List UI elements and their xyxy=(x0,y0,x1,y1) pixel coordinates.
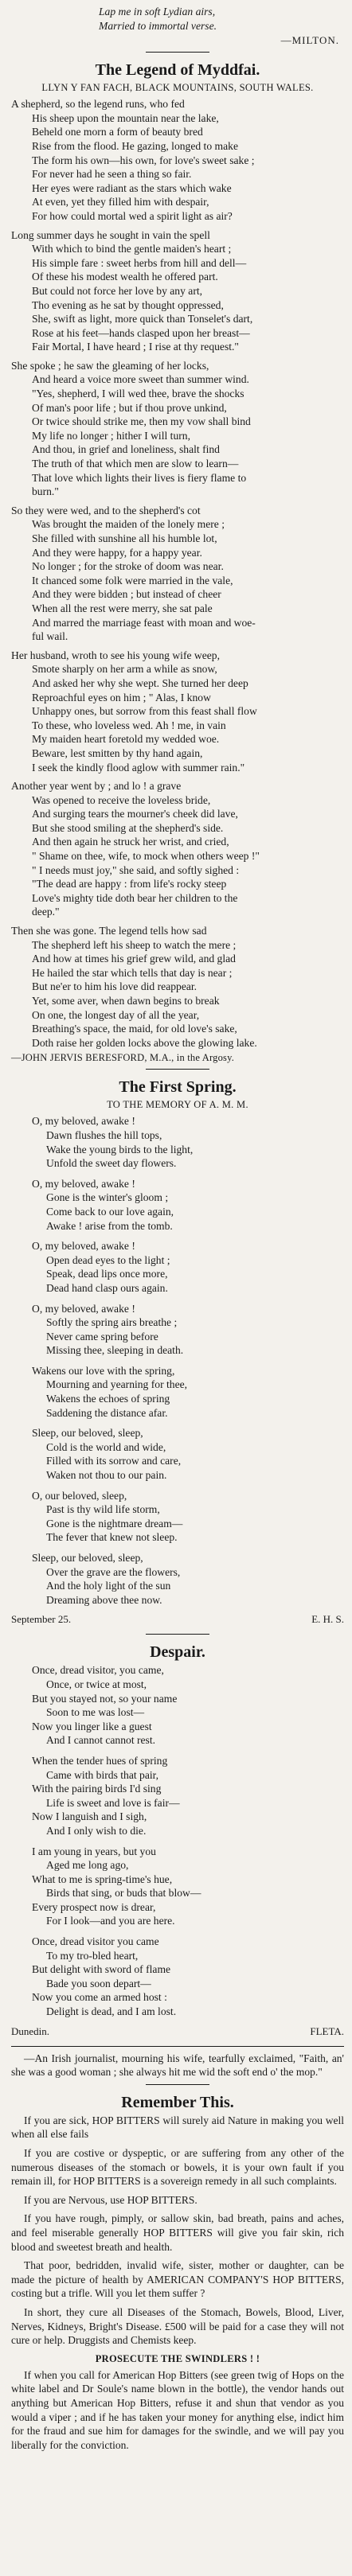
poem-line: Fair Mortal, I have heard ; I rise at thy request." xyxy=(32,341,239,353)
poem-line: So they were wed, and to the shepherd's cot xyxy=(11,504,201,516)
poem-line: Of man's poor life ; but if thou prove unkind, xyxy=(32,401,227,414)
poem-line: When the tender hues of spring xyxy=(32,1754,168,1767)
poem-line: She spoke ; he saw the gleaming of her locks, xyxy=(11,359,209,372)
poem-line: "The dead are happy : from life's rocky steep xyxy=(32,878,227,890)
poem-line: Over the grave are the flowers, xyxy=(46,1565,181,1578)
poem-line: At even, yet they filled him with despair, xyxy=(32,196,209,208)
poem-line: The truth of that which men are slow to learn— xyxy=(32,458,239,470)
poem-line: Yet, some aver, when dawn begins to break xyxy=(32,995,220,1007)
epigraph-line: Lap me in soft Lydian airs, xyxy=(99,6,216,18)
poem-line: Birds that sing, or buds that blow— xyxy=(46,1887,201,1900)
poem-line: Wakens the echoes of spring xyxy=(46,1393,170,1405)
poem-line: ful wail. xyxy=(32,630,68,643)
poem-line: And heard a voice more sweet than summer wind. xyxy=(32,373,249,386)
stanza xyxy=(11,1845,344,1929)
poem-line: Then she was gone. The legend tells how sad xyxy=(11,925,207,937)
divider xyxy=(11,2046,344,2047)
poem-line: Speak, dead lips once more, xyxy=(46,1268,168,1280)
poem-line: Once, or twice at most, xyxy=(46,1678,147,1690)
poem-line: Life is sweet and love is fair— xyxy=(46,1796,180,1809)
poem-line: Rise from the flood. He gazing, longed to make xyxy=(32,139,238,152)
poem-line: She, swift as light, more quick than Tonselet's dart, xyxy=(32,313,253,325)
first-spring-title: The First Spring. xyxy=(119,1078,237,1097)
poem-line: Long summer days he sought in vain the spell xyxy=(11,228,210,241)
poem-line: I seek the kindly flood aglow with summer rain." xyxy=(32,761,245,774)
poem-line: And they were happy, for a happy year. xyxy=(32,546,202,559)
poem-line: Love's mighty tide doth bear her children to the xyxy=(32,891,238,904)
poem-line: O, my beloved, awake ! xyxy=(32,1302,135,1315)
advert-paragraph: If you are sick, HOP BITTERS will surely aid Nature in making you well when all else fails xyxy=(11,2114,344,2141)
poem-line: No longer ; for the stroke of doom was near. xyxy=(32,560,224,573)
poem-line: deep." xyxy=(32,906,60,918)
epigraph-attribution: —MILTON. xyxy=(280,34,339,47)
poem-line: Open dead eyes to the light ; xyxy=(46,1253,170,1266)
despair-footer xyxy=(11,2025,344,2038)
poem-line: Sleep, our beloved, sleep, xyxy=(32,1427,143,1440)
poem-line: But delight with sword of flame xyxy=(32,1963,171,1976)
poem-line: And the holy light of the sun xyxy=(46,1580,171,1592)
poem-line: O, my beloved, awake ! xyxy=(32,1240,135,1253)
poem-line: A shepherd, so the legend runs, who fed xyxy=(11,98,185,111)
divider xyxy=(146,2084,209,2085)
legend-poem xyxy=(11,97,344,1050)
poem-line: Smote sharply on her arm a while as snow, xyxy=(32,663,217,676)
poem-line: For I look—and you are here. xyxy=(46,1915,175,1927)
poem-line: Mourning and yearning for thee, xyxy=(46,1378,188,1391)
poem-line: That love which lights their lives is fiery flame to xyxy=(32,471,247,484)
poem-line: And surging tears the mourner's cheek did lave, xyxy=(32,808,238,820)
poem-line: But you stayed not, so your name xyxy=(32,1692,178,1705)
first-spring-footer xyxy=(11,1613,344,1626)
poem-line: And I cannot cannot rest. xyxy=(46,1734,156,1747)
poem-line: On one, the longest day of all the year, xyxy=(32,1008,200,1021)
poem-line: Waken not thou to our pain. xyxy=(46,1469,167,1482)
poem-line: But ne'er to him his love did reappear. xyxy=(32,980,198,993)
poem-line: Dreaming above thee now. xyxy=(46,1593,162,1606)
legend-title: The Legend of Myddfai. xyxy=(95,61,260,80)
poem-line: Now you linger like a guest xyxy=(32,1720,152,1732)
poem-line: Tho evening as he sat by thought oppressed, xyxy=(32,298,224,311)
poem-line: Beware, lest smitten by thy hand again, xyxy=(32,746,203,759)
stanza xyxy=(11,1114,344,1170)
poem-line: My life no longer ; hither I will turn, xyxy=(32,429,190,442)
poem-line: And thou, in grief and loneliness, shalt find xyxy=(32,443,220,456)
poem-line: Bade you soon depart— xyxy=(46,1977,151,1989)
poem-line: Her eyes were radiant as the stars which wake xyxy=(32,181,232,194)
poem-line: Was opened to receive the loveless bride, xyxy=(32,793,211,806)
poem-line: Awake ! arise from the tomb. xyxy=(46,1219,173,1232)
poem-line: O, my beloved, awake ! xyxy=(32,1177,135,1190)
advert-warning: If when you call for American Hop Bitters (see green twig of Hops on the white label and Dr Soule's name blown in the bottle), the vendor hands out anything but American Hop Bitters, refuse it and shun that vendor as you would a viper ; and if he has taken your money for anything else, indict him for the fraud and sue him for damages for the swindle, and we will pay you liberally for the conviction. xyxy=(11,2368,344,2451)
poem-line: Came with birds that pair, xyxy=(46,1768,159,1781)
poem-line: Softly the spring airs breathe ; xyxy=(46,1316,178,1329)
stanza xyxy=(11,1426,344,1482)
poem-line: Sleep, our beloved, sleep, xyxy=(32,1552,143,1564)
poem-line: Rose at his feet—hands clasped upon her breast— xyxy=(32,326,250,339)
poem-line: To my tro-bled heart, xyxy=(46,1949,139,1962)
poem-line: Unfold the sweet day flowers. xyxy=(46,1157,177,1170)
stanza xyxy=(11,1754,344,1838)
poem-line: "Yes, shepherd, I will wed thee, brave the shocks xyxy=(32,388,244,400)
despair-place: Dunedin. xyxy=(11,2025,50,2037)
poem-line: It chanced some folk were married in the vale, xyxy=(32,574,233,587)
poem-line: Wake the young birds to the light, xyxy=(46,1143,194,1155)
poem-line: My maiden heart foretold my wedded woe. xyxy=(32,733,220,746)
poem-line: His simple fare : sweet herbs from hill and dell— xyxy=(32,256,247,269)
first-spring-date: September 25. xyxy=(11,1613,72,1626)
first-spring-poem xyxy=(11,1114,344,1607)
poem-line: Was brought the maiden of the lonely mere ; xyxy=(32,518,225,531)
poem-line: But could not force her love by any art, xyxy=(32,284,203,297)
stanza xyxy=(11,1302,344,1358)
divider xyxy=(146,52,209,53)
divider xyxy=(146,1069,209,1070)
poem-line: And they were bidden ; but instead of cheer xyxy=(32,588,221,601)
poem-line: burn." xyxy=(32,485,59,498)
epigraph-line: Married to immortal verse. xyxy=(99,19,217,32)
poem-line: Her husband, wroth to see his young wife weep, xyxy=(11,649,220,661)
advert-title: Remember This. xyxy=(121,2093,234,2111)
advert-warning-title: PROSECUTE THE SWINDLERS ! ! xyxy=(95,2352,260,2364)
advert-body xyxy=(11,2114,344,2348)
poem-line: Soon to me was lost— xyxy=(46,1706,145,1719)
legend-subtitle: LLYN Y FAN FACH, BLACK MOUNTAINS, SOUTH WALES. xyxy=(41,82,314,94)
poem-line: Missing thee, sleeping in death. xyxy=(46,1344,184,1357)
poem-line: And how at times his grief grew wild, and glad xyxy=(32,953,236,965)
advert-paragraph: If you have rough, pimply, or sallow skin, bad breath, pains and aches, and feel miserable generally HOP BITTERS will give you fair skin, rich blood and sweetest breath and health. xyxy=(11,2212,344,2253)
first-spring-dedication: TO THE MEMORY OF A. M. M. xyxy=(107,1099,248,1111)
poem-line: With the pairing birds I'd sing xyxy=(32,1783,162,1795)
stanza xyxy=(11,1935,344,2019)
poem-line: With which to bind the gentle maiden's heart ; xyxy=(32,243,232,255)
poem-line: And marred the marriage feast with moan and woe- xyxy=(32,616,256,629)
poem-line: His sheep upon the mountain near the lake, xyxy=(32,111,219,124)
poem-line: Once, dread visitor you came xyxy=(32,1935,159,1948)
poem-line: He hailed the star which tells that day is near ; xyxy=(32,966,233,979)
poem-line: Every prospect now is drear, xyxy=(32,1900,156,1913)
poem-line: Never came spring before xyxy=(46,1330,158,1343)
poem-line: And then again he struck her wrist, and cried, xyxy=(32,836,229,848)
poem-line: Come back to our love again, xyxy=(46,1205,174,1218)
poem-line: Aged me long ago, xyxy=(46,1859,129,1872)
poem-line: Saddening the distance afar. xyxy=(46,1406,168,1419)
poem-line: Reproachful eyes on him ; " Alas, I know xyxy=(32,691,211,703)
advert-paragraph: If you are Nervous, use HOP BITTERS. xyxy=(24,2193,198,2206)
poem-line: Unhappy ones, but sorrow from this feast shall flow xyxy=(32,705,257,718)
poem-line: Breathing's space, the maid, for old love's sake, xyxy=(32,1023,237,1035)
stanza xyxy=(11,1364,344,1420)
despair-poem xyxy=(11,1663,344,2018)
poem-line: Doth raise her golden locks above the glowing lake. xyxy=(32,1036,257,1049)
poem-line: She filled with sunshine all his humble lot, xyxy=(32,532,217,544)
advert-paragraph: That poor, bedridden, invalid wife, sister, mother or daughter, can be made the picture of health by AMERICAN COMPANY'S HOP BITTERS, costing but a trifle. Will you let them suffer ? xyxy=(11,2259,344,2300)
poem-line: For never had he seen a thing so fair. xyxy=(32,168,192,181)
poem-line: To these, who loveless wed. Ah ! me, in vain xyxy=(32,719,226,731)
poem-line: The shepherd left his sheep to watch the mere ; xyxy=(32,938,237,951)
despair-title: Despair. xyxy=(150,1643,205,1662)
divider xyxy=(146,1634,209,1635)
stanza xyxy=(11,1177,344,1233)
poem-line: Past is thy wild life storm, xyxy=(46,1503,160,1516)
stanza xyxy=(11,1551,344,1607)
poem-line: Wakens our love with the spring, xyxy=(32,1364,175,1377)
poem-line: Now I languish and I sigh, xyxy=(32,1810,147,1823)
poem-line: " Shame on thee, wife, to mock when others weep !" xyxy=(32,850,260,863)
poem-line: But she stood smiling at the shepherd's side. xyxy=(32,821,224,834)
poem-line: O, my beloved, awake ! xyxy=(32,1115,135,1128)
anecdote-paragraph: —An Irish journalist, mourning his wife, tearfully exclaimed, "Faith, an' she was a good woman ; she always hit me wid the soft end o' the mop." xyxy=(11,2052,344,2079)
poem-line: Beheld one morn a form of beauty bred xyxy=(32,126,203,138)
advert-paragraph: In short, they cure all Diseases of the Stomach, Bowels, Blood, Liver, Nerves, Kidneys, Bright's Disease. £500 will be paid for a case they will not cure or help. Druggists and Chemists keep. xyxy=(11,2305,344,2347)
first-spring-signature: E. H. S. xyxy=(311,1613,344,1626)
legend-byline: —JOHN JERVIS BERESFORD, M.A., in the Argosy. xyxy=(11,1052,235,1064)
poem-line: When all the rest were merry, she sat pale xyxy=(32,602,213,614)
stanza xyxy=(11,1489,344,1545)
despair-signature: FLETA. xyxy=(310,2025,344,2037)
poem-line: The form his own—his own, for love's sweet sake ; xyxy=(32,154,255,166)
poem-line: And asked her why she wept. She turned her deep xyxy=(32,676,248,689)
poem-line: Once, dread visitor, you came, xyxy=(32,1664,164,1677)
poem-line: Cold is the world and wide, xyxy=(46,1440,166,1453)
stanza xyxy=(11,1239,344,1295)
poem-line: I am young in years, but you xyxy=(32,1845,156,1857)
poem-line: Dawn flushes the hill tops, xyxy=(46,1128,162,1141)
poem-line: Now you come an armed host : xyxy=(32,1991,167,2004)
poem-line: Gone is the nightmare dream— xyxy=(46,1517,183,1530)
poem-line: Of these his modest wealth he offered part. xyxy=(32,271,218,283)
poem-line: Filled with its sorrow and care, xyxy=(46,1455,182,1467)
poem-line: " I needs must joy," she said, and softly sighed : xyxy=(32,863,240,876)
poem-line: And I only wish to die. xyxy=(46,1824,147,1837)
poem-line: Another year went by ; and lo ! a grave xyxy=(11,780,182,793)
advert-paragraph: If you are costive or dyspeptic, or are suffering from any other of the numerous diseases of the stomach or bowels, it is your own fault if you remain ill, for HOP BITTERS is a sovereign remedy in all such complaints. xyxy=(11,2147,344,2188)
poem-line: The fever that knew not sleep. xyxy=(46,1531,178,1544)
poem-line: O, our beloved, sleep, xyxy=(32,1489,127,1502)
poem-line: Or twice should strike me, then my vow shall bind xyxy=(32,415,251,428)
poem-line: What to me is spring-time's hue, xyxy=(32,1873,173,1885)
poem-line: Gone is the winter's gloom ; xyxy=(46,1191,169,1204)
poem-line: Delight is dead, and I am lost. xyxy=(46,2005,177,2018)
poem-line: For how could mortal wed a spirit light as air? xyxy=(32,209,233,222)
epigraph xyxy=(11,5,344,47)
poem-line: Dead hand clasp ours again. xyxy=(46,1281,168,1294)
stanza xyxy=(11,1663,344,1748)
